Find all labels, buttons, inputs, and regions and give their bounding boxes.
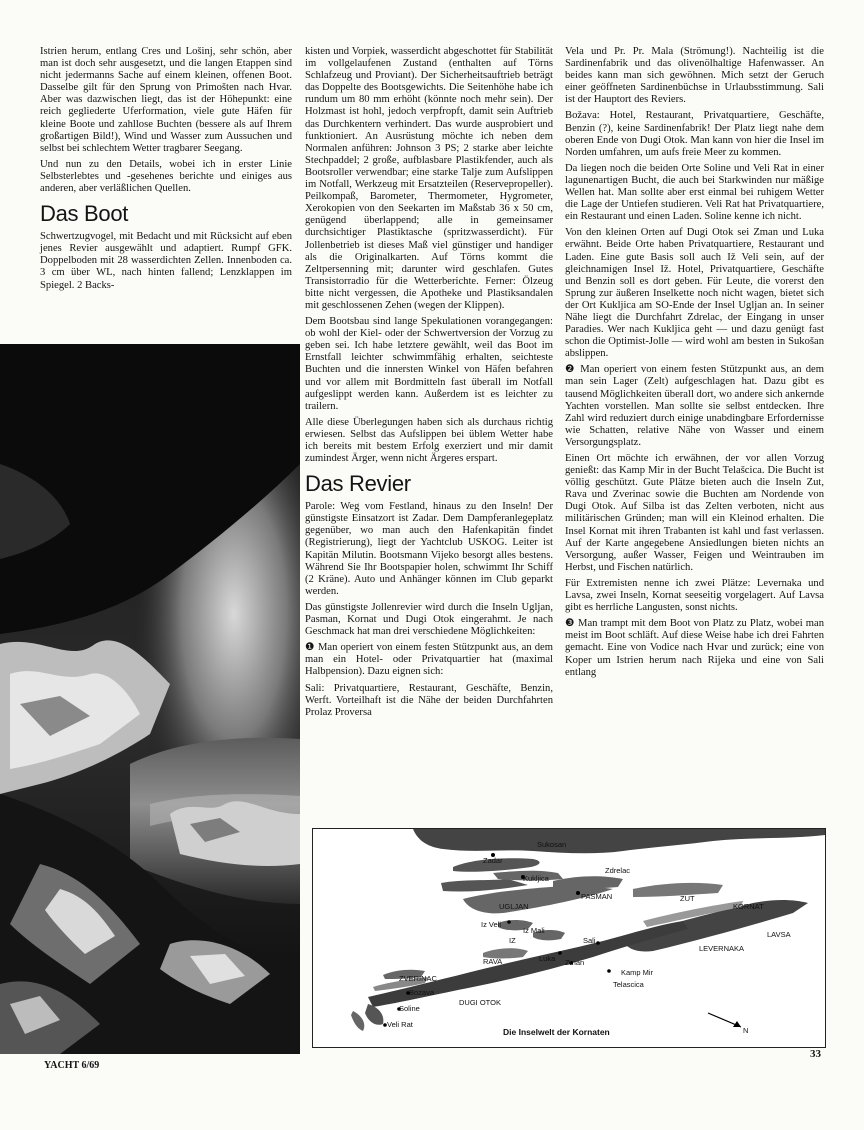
paragraph: Da liegen noch die beiden Orte Soline und Veli Rat in einer lagunenartigen Bucht, die auch bei Starkwinden nur mäßige Wellen hat. Man sollte aber erst einmal bei ruhigem Wetter die Lage der Untiefen studieren. Veli Rat hat Privatquartiere, ein Restaurant und einen Laden. Soline kenne ich nicht. xyxy=(565,162,824,223)
map-label-soline: Soline xyxy=(399,1004,420,1013)
map-label-levernaka: LEVERNAKA xyxy=(699,944,745,953)
paragraph: Für Extremisten nenne ich zwei Plätze: Levernaka und Lavsa, zwei Inseln, Kornat seeseitig vorgelagert. Auf Lavsa gibt es herrliche Langusten, sonst nichts. xyxy=(565,577,824,614)
north-label: N xyxy=(743,1026,749,1035)
map-label-zdrelac: Zdrelac xyxy=(605,866,631,875)
column-3 xyxy=(565,46,824,683)
paragraph: Schwertzugvogel, mit Bedacht und mit Rücksicht auf eben jenes Revier ausgewählt und adaptiert. Rumpf GFK. Doppelboden mit 28 wasserdichten Zellen. Innenboden ca. 3 cm über WL, nach hinten fallend; Lenzklappen im Spiegel. 2 Backs- xyxy=(40,231,292,291)
map-label-pasman: PASMAN xyxy=(581,892,613,901)
paragraph: Božava: Hotel, Restaurant, Privatquartiere, Geschäfte, Benzin (?), keine Sardinenfabrik! Der Platz liegt nahe dem oberen Ende von Dugi Otok. Man kann von hier die Insel im Norden umfahren, um aufs freie Meer zu kommen. xyxy=(565,110,824,158)
map-label-kornat: KORNAT xyxy=(733,902,764,911)
paragraph-numbered xyxy=(565,618,824,678)
section-heading-revier: Das Revier xyxy=(305,471,411,497)
photo-image xyxy=(0,344,300,1054)
map-label-izveli: Iz Veli xyxy=(481,920,502,929)
photo-rocky-coast xyxy=(0,344,300,1054)
map-label-lavsa: LAVSA xyxy=(767,930,791,939)
column-1 xyxy=(40,46,292,296)
map-label-luka: Luka xyxy=(539,954,556,963)
map-label-zadar: Zadar xyxy=(483,856,503,865)
map-label-izmali: Iz Mali xyxy=(523,926,545,935)
map-label-zman: Zman xyxy=(565,958,585,967)
paragraph-text: Man trampt mit dem Boot von Platz zu Platz, wobei man meist im Boot schläft. Auf diese Weise habe ich drei Fahrten gemacht. Eine von Vodice nach Hvar und zurück; eine von Koper um Istrien herum nach Rijeka und eine von Sali entlang xyxy=(565,618,824,678)
paragraph: Von den kleinen Orten auf Dugi Otok sei Zman und Luka erwähnt. Beide Orte haben Privatquartiere, Restaurant und Laden. Eine gute Basis soll auch Iž Veli sein, auf der gleichnamigen Insel Iž. Hotel, Privatquartiere, Geschäfte und Benzin soll es dort geben. Für Leute, die vorerst den Sprung zur äußeren Inselkette noch nicht wagen, bietet sich der Ort Kukljica am SO-Ende der Insel Ugljan an. In seiner Nähe liegt die Durchfahrt Zdrelac, der Eingang in unser Paradies. Wer nach Kukljica geht — und dazu genügt fast schon die Optimist-Jolle — wird wohl am besten in Sukošan abslippen. xyxy=(565,227,824,360)
map-label-telascica: Telascica xyxy=(613,980,644,989)
column-2 xyxy=(305,46,553,723)
map-label-zverinac: ZVERINAC xyxy=(399,974,437,983)
paragraph-text: Man operiert von einem festen Stützpunkt aus, an dem man sein Lager (Zelt) aufgeschlagen hat. Dazu gibt es tausend Möglichkeiten überall dort, wo andere sich ankernde Yachten vorstellen. Man sollte sie selbst entdecken. Ihre Zahl wird reduziert durch einige unabdingbare Erfordernisse wie Schatten, relative Nähe von Wasser und einem Versorgungsplatz. xyxy=(565,364,824,448)
map-kornati-islands xyxy=(312,828,826,1048)
number-bullet-icon: ❷ xyxy=(565,364,577,376)
footer-page-number: 33 xyxy=(810,1048,821,1060)
map-label-zut: ZUT xyxy=(680,894,695,903)
paragraph: Dem Bootsbau sind lange Spekulationen vorangegangen: ob wohl der Kiel- oder der Schwertversion der Vorzug zu geben sei. Ich habe letztere gewählt, weil das Boot im Ernstfall leichter schwimmfähig erhalten, seichteste Buchten und die innersten Winkel von Häfen befahren und vor allem mit Bordmitteln fast überall im Notfall aufgeslippt werden kann. Außerdem ist es leichter zu trailern. xyxy=(305,316,553,412)
paragraph: Das günstigste Jollenrevier wird durch die Inseln Ugljan, Pasman, Kornat und Dugi Otok eingerahmt. Je nach Geschmack hat man drei verschiedene Möglichkeiten: xyxy=(305,601,553,638)
paragraph: Istrien herum, entlang Cres und Lošinj, sehr schön, aber man ist doch sehr ausgesetzt, und die langen Etappen sind nicht jedermanns Sache auf einem kleinen, offenen Boot. Dasselbe gilt für den Sprung von Primošten nach Hvar. Aber was dazwischen liegt, das ist der Höhepunkt: eine reich gegliederte Uferformation, viele gute Häfen für kleine Boote und zahllose Buchten (bessere als auf Ihrem großartigen Bild!), Wind und Wasser zum Aussuchen und selbst bei schlechtem Wetter tragbarer Seegang. xyxy=(40,46,292,154)
paragraph: Einen Ort möchte ich erwähnen, der vor allen Vorzug genießt: das Kamp Mir in der Bucht Telašcica. Die Bucht ist völlig geschützt. Gute Plätze bieten auch die Inseln Zut, Rava und Zverinac sowie die Buchten am Nordende von Dugi Otok. Auf Silba ist das Zelten verboten, nicht aus militärischen Gründen; man will ein Kleinod erhalten. Die Insel Kornat mit ihren Trabanten ist kahl und fast verlassen. Auf der Karte angegebene Ansiedlungen bieten nichts an Versorgung, außer Wasser, Feigen und Weintrauben im Herbst, und Fischen natürlich. xyxy=(565,453,824,573)
footer-magazine: YACHT 6/69 xyxy=(44,1060,100,1071)
number-bullet-icon: ❸ xyxy=(565,618,575,630)
paragraph-text: Man operiert von einem festen Stützpunkt aus, an dem man ein Hotel- oder Privatquartier hat (maximal Halbpension). Dazu eignen sich: xyxy=(305,642,553,678)
number-bullet-icon: ❶ xyxy=(305,642,315,654)
map-label-rava: RAVA xyxy=(483,957,503,966)
map-label-velirat: Veli Rat xyxy=(387,1020,413,1029)
map-drawing xyxy=(313,829,825,1047)
map-label-sali: Sali xyxy=(583,936,596,945)
map-label-kampmir: Kamp Mir xyxy=(621,968,654,977)
paragraph: Sali: Privatquartiere, Restaurant, Geschäfte, Benzin, Werft. Vorteilhaft ist die Nähe der beiden Durchfahrten Prolaz Proversa xyxy=(305,682,553,718)
paragraph: Parole: Weg vom Festland, hinaus zu den Inseln! Der günstigste Einsatzort ist Zadar. Dem Dampferanlegeplatz gegenüber, wo man auch den Hafenkapitän findet (Registrierung), liegt der Yachtclub USKOG. Leiter ist Kapitän Milutin. Bootsmann Vijeko besorgt alles bestens. Während Sie Ihr Bootspapier holen, schwimmt Ihr Schiff (2 Kräne). Auto und Anhänger können im Club geparkt werden. xyxy=(305,501,553,597)
paragraph-numbered xyxy=(305,642,553,678)
north-arrow-icon xyxy=(708,1013,748,1035)
map-label-kukljica: Kukljica xyxy=(523,874,549,883)
map-label-sukosan: Sukosan xyxy=(537,840,567,849)
paragraph: Vela und Pr. Pr. Mala (Strömung!). Nachteilig ist die Sardinenfabrik und das olivenölhaltige Hafenwasser. An beides kann man sich gewöhnen. Mich setzt der Geruch einer geöffneten Sardinenbüchse in Urlaubsstimmung. Sali ist der Hauptort des Reviers. xyxy=(565,46,824,106)
paragraph: kisten und Vorpiek, wasserdicht abgeschottet für Stabilität im vollgelaufenen Zustand (enthalten auf Törns Schlafzeug und Proviant). Der Sicherheitsauftrieb beträgt das Doppelte des Bootsgewichts. Die Seitenhöhe habe ich rundum um 80 mm erhöht (könnte noch mehr sein). Der Holzmast ist hohl, jedoch verpfropft, damit sein Auftrieb das Durchkentern verhindert. Das wurde ausprobiert und funktioniert. An Ausrüstung möchte ich neben dem Normalen anführen: Johnson 3 PS; 2 starke aber leichte Stechpaddel; 2 große, aufblasbare Plastikfender, auch als Bootsroller verwendbar; eine starke Talje zum Aufslippen im Notfall, Werkzeug mit Ersatzteilen (Reservepropeller). Peilkompaß, Barometer, Thermometer, Hygrometer, Xerokopien von den Seekarten im Maßstab 36 x 50 cm, genügend überlappend; alle in gemeinsamer durchsichtiger Plastiktasche (spritzwasserdicht). Für Jollenbetrieb ist dieses Maß viel günstiger und handiger als die Originalkarten. Auf Törns kommt die Zeltpersenning mit; darunter wird geschlafen. Gutes Transistorradio für die Wetterberichte. Ferner: Ölzeug bitte nicht vergessen, die Apotheke und Plastiksandalen mit geschlossenen Zehen (wegen der Klippen). xyxy=(305,46,553,311)
map-caption: Die Inselwelt der Kornaten xyxy=(503,1027,610,1037)
section-heading-boot: Das Boot xyxy=(40,201,129,227)
map-label-iz: IZ xyxy=(509,936,516,945)
paragraph-numbered xyxy=(565,364,824,449)
map-label-dugiotok: DUGI OTOK xyxy=(459,998,501,1007)
map-label-bozava: Bozava xyxy=(409,988,435,997)
map-label-ugljan: UGLJAN xyxy=(499,902,529,911)
paragraph: Und nun zu den Details, wobei ich in erster Linie Selbsterlebtes und -gesehenes berichte und einiges aus anderen, aber verläßlichen Quellen. xyxy=(40,158,292,195)
paragraph: Alle diese Überlegungen haben sich als durchaus richtig erwiesen. Selbst das Aufslippen bei üblem Wetter habe ich bereits mit bestem Erfolg exerziert und mir damit zumindest Ärger, wenn nicht Ärgeres erspart. xyxy=(305,416,553,465)
